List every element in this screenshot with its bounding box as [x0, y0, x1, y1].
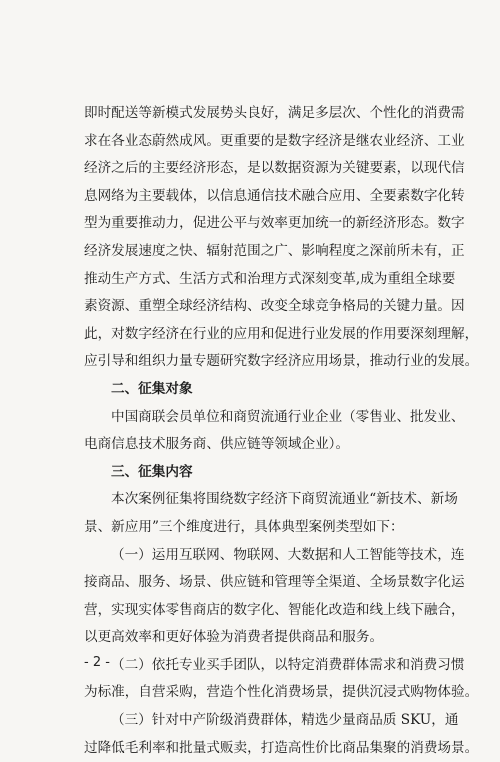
- section-heading-targets: 二、征集对象: [111, 380, 193, 397]
- paragraph-line: （一）运用互联网、物联网、大数据和人工智能等技术，连: [111, 546, 465, 563]
- paragraph-line: 营，实现实体零售商店的数字化、智能化改造和线上线下融合，: [84, 601, 465, 618]
- body-text: [84, 100, 479, 762]
- paragraph-line: 素资源、重塑全球经济结构、改变全球竞争格局的关键力量。因: [84, 298, 465, 315]
- paragraph-line: 为标准，自营采购，营造个性化消费场景，提供沉浸式购物体验。: [84, 684, 479, 701]
- paragraph-line: 接商品、服务、场景、供应链和管理等全渠道、全场景数字化运: [84, 574, 465, 591]
- paragraph-line: 经济之后的主要经济形态，是以数据资源为关键要素，以现代信: [84, 160, 465, 177]
- paragraph-line: 推动生产方式、生活方式和治理方式深刻变革,成为重组全球要: [84, 270, 456, 287]
- section-heading-content: 三、征集内容: [111, 463, 193, 480]
- paragraph-line: 求在各业态蔚然成风。更重要的是数字经济是继农业经济、工业: [84, 132, 465, 149]
- paragraph-line: 即时配送等新模式发展势头良好，满足多层次、个性化的消费需: [84, 105, 465, 121]
- paragraph-line: 景、新应用”三个维度进行，具体典型案例类型如下：: [84, 518, 404, 535]
- paragraph-line: 此，对数字经济在行业的应用和促进行业发展的作用要深刻理解，: [84, 325, 479, 342]
- paragraph-line: 中国商联会员单位和商贸流通行业企业（零售业、批发业、: [111, 408, 465, 425]
- paragraph-line: 电商信息技术服务商、供应链等领域企业）。: [84, 436, 350, 453]
- paragraph-line: 型为重要推动力，促进公平与效率更加统一的新经济形态。数字: [84, 215, 465, 232]
- paragraph-line: 应引导和组织力量专题研究数字经济应用场景，推动行业的发展。: [84, 353, 479, 370]
- paragraph-line: 本次案例征集将围绕数字经济下商贸流通业“新技术、新场: [111, 491, 458, 508]
- page-number: - 2 -: [84, 655, 110, 670]
- paragraph-line: （三）针对中产阶级消费群体，精选少量商品质 SKU，通: [111, 712, 459, 729]
- paragraph-line: 经济发展速度之快、辐射范围之广、影响程度之深前所未有，正: [84, 242, 465, 259]
- paragraph-line: 过降低毛利率和批量式贩卖，打造高性价比商品集聚的消费场景。: [84, 739, 479, 756]
- paragraph-line: （二）依托专业买手团队，以特定消费群体需求和消费习惯: [111, 656, 465, 673]
- paragraph-line: 息网络为主要载体，以信息通信技术融合应用、全要素数字化转: [84, 187, 465, 204]
- paragraph-line: 以更高效率和更好体验为消费者提供商品和服务。: [84, 629, 384, 646]
